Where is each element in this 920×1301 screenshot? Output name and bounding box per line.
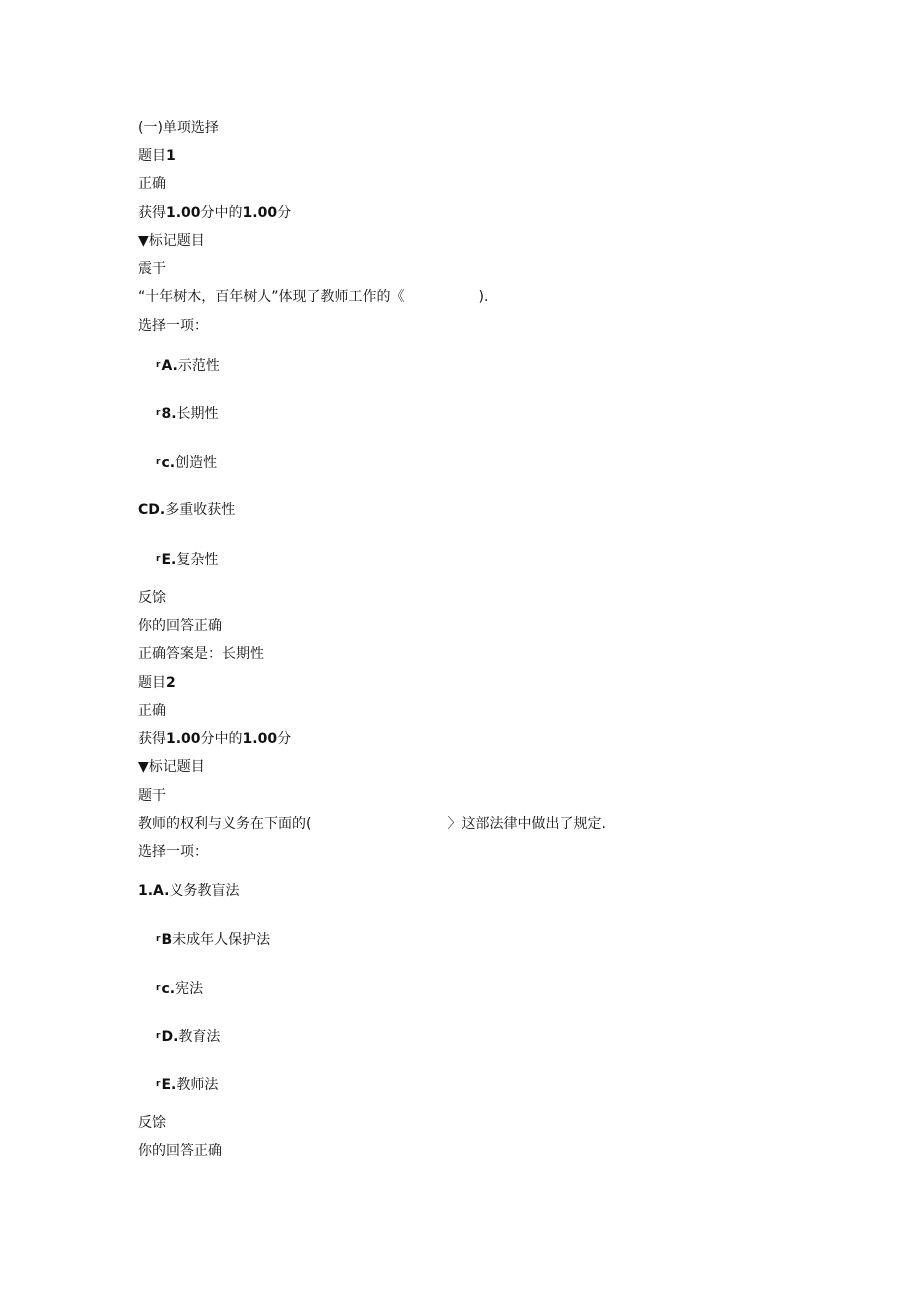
option-d[interactable] — [156, 1026, 220, 1047]
option-text: 教师法 — [176, 1077, 219, 1093]
question-status: 正确 — [138, 176, 166, 192]
radio-icon: r — [156, 983, 161, 993]
question-stem-text — [138, 287, 488, 307]
option-text: 复杂性 — [176, 552, 219, 568]
question-stem-text — [138, 814, 606, 834]
feedback-label: 反馀 — [138, 1115, 166, 1131]
option-b[interactable] — [156, 929, 270, 950]
question-status: 正确 — [138, 703, 166, 719]
option-text: 教育法 — [178, 1029, 221, 1045]
radio-icon: r — [156, 360, 161, 370]
stem-text-end: ). — [478, 289, 489, 305]
score-mid: 分中的 — [200, 731, 243, 747]
option-a[interactable] — [138, 881, 239, 901]
score-prefix: 获得 — [138, 731, 166, 747]
radio-icon: r — [156, 408, 161, 418]
option-key: 1.A. — [138, 883, 170, 899]
option-key: 8. — [161, 406, 177, 422]
question-stem-label: 震干 — [138, 261, 166, 277]
radio-icon: r — [156, 1079, 161, 1089]
question-number-value: 1 — [166, 148, 176, 164]
radio-icon: r — [156, 457, 161, 467]
score-got: 1.00 — [166, 731, 201, 747]
radio-icon: r — [156, 934, 161, 944]
question-number — [138, 146, 176, 166]
question-number-prefix: 题目 — [138, 675, 166, 691]
question-number-prefix: 题目 — [138, 148, 166, 164]
score-got: 1.00 — [166, 205, 201, 221]
score-mid: 分中的 — [200, 205, 243, 221]
option-key: A. — [161, 358, 178, 374]
feedback-label: 反馀 — [138, 590, 166, 606]
stem-text-start: “十年树木，百年树人”体现了教师工作的《 — [138, 289, 405, 305]
option-key: c. — [161, 981, 176, 997]
option-key: c. — [161, 455, 176, 471]
option-key: B — [161, 932, 173, 948]
option-b[interactable] — [156, 403, 219, 424]
score-max: 1.00 — [242, 205, 278, 221]
question-number — [138, 673, 176, 693]
option-c[interactable] — [156, 978, 203, 999]
option-key: E. — [161, 552, 177, 568]
option-key: D. — [161, 1029, 179, 1045]
radio-icon: r — [156, 554, 161, 564]
option-e[interactable] — [156, 1074, 218, 1095]
radio-icon: r — [156, 1031, 161, 1041]
question-number-value: 2 — [166, 675, 176, 691]
choose-one-prompt: 选择一项： — [138, 844, 208, 860]
option-text: 长期性 — [176, 406, 219, 422]
option-key: E. — [161, 1077, 177, 1093]
option-text: 宪法 — [175, 981, 204, 997]
stem-text-end: 〉这部法律中做出了规定. — [447, 816, 606, 832]
score-prefix: 获得 — [138, 205, 166, 221]
option-e[interactable] — [156, 549, 218, 570]
option-d[interactable] — [138, 500, 235, 520]
flag-question-link[interactable]: ▼标记题目 — [138, 759, 205, 775]
score-suffix: 分 — [277, 731, 292, 747]
option-text: 创造性 — [175, 455, 218, 471]
option-key: CD. — [138, 502, 166, 518]
stem-text-start: 教师的权利与义务在下面的( — [138, 816, 312, 832]
section-title: (一)单项选择 — [138, 120, 219, 136]
option-a[interactable] — [156, 355, 220, 376]
flag-question-link[interactable]: ▼标记题目 — [138, 233, 205, 249]
feedback-result: 你的回答正确 — [138, 1143, 222, 1159]
feedback-result: 你的回答正确 — [138, 618, 222, 634]
option-text: 示范性 — [177, 358, 220, 374]
option-c[interactable] — [156, 452, 217, 473]
question-score — [138, 729, 291, 749]
correct-answer: 正确答案是：长期性 — [138, 646, 264, 662]
option-text: 多重收获性 — [165, 502, 236, 518]
question-score — [138, 203, 291, 223]
score-max: 1.00 — [242, 731, 278, 747]
score-suffix: 分 — [277, 205, 292, 221]
option-text: 义务教盲法 — [169, 883, 240, 899]
option-text: 未成年人保护法 — [172, 932, 271, 948]
choose-one-prompt: 选择一项： — [138, 318, 208, 334]
question-stem-label: 题干 — [138, 788, 166, 804]
